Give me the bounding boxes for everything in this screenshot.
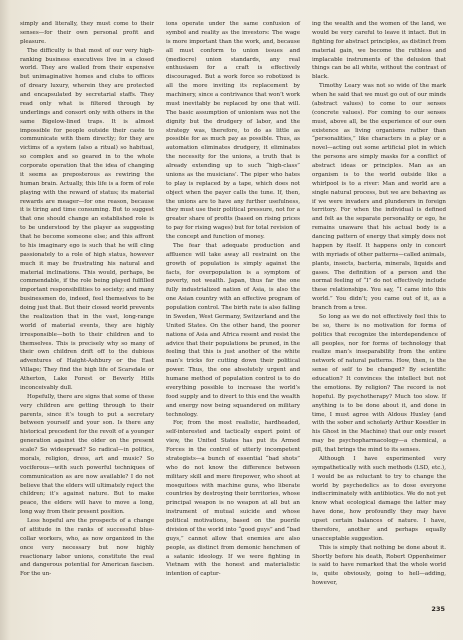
paragraph: Timothy Leary was not so wide of the mark when he said that we must go out of our minds (abstract values) to come to our senses (concrete values). For coming to our senses must, above all, be the experience of our own existence as living organisms rather than “personalities,” like characters in a play or a novel—acting out some artificial plot in which the persons are simply masks for a conflict of abstract ideas or principles. Man as an organism is to the world outside like a whirlpool is to a river: Man and world are a single natural process, but we are behaving as if we were invaders and plunderers in foreign territory. For when the individual is defined and felt as the separate personality or ego, he remains unaware that his actual body is a dancing pattern of energy that simply does not happen by itself. It happens only in concert with myriads of other patterns—called animals, plants, insects, bacteria, minerals, liquids and gases. The definition of a person and the normal feeling of “I” do not effectively include these relationships. You say, “I came into this world.” You didn’t; you came out of it, as a branch from a tree. bbox=[312, 83, 446, 311]
paragraph: Hopefully, there are signs that some of these very children are getting through to their parents, since it’s tough to put a secretary between yourself and your son. Is there any historical precedent for the revolt of a younger generation against the older on the present scale? So widespread? So radical—in politics, morals, religion, dress, art and music? So vociferous—with such powerful techniques of communication as are now available? I do not believe that the elders will ultimately reject the children; it’s against nature. But to make peace, the elders will have to move a long, long way from their present position. bbox=[20, 393, 154, 516]
binding-shadow bbox=[0, 0, 10, 640]
paragraph: simply and literally, they must come to their senses—for their own personal profit and pleasure. bbox=[20, 21, 154, 45]
text-column-1 bbox=[20, 20, 154, 579]
page-number: 235 bbox=[431, 605, 445, 613]
text-column-3 bbox=[312, 20, 446, 588]
paragraph: The fear that adequate production and affluence will take away all restraint on the growth of population is simply against the facts, for overpopulation is a symptom of poverty, not wealth. Japan, thus far the one fully industrialized nation of Asia, is also the one Asian country with an effective program of population control. The birth rate is also falling in Sweden, West Germany, Switzerland and the United States. On the other hand, the poorer nations of Asia and Africa resent and resist the advice that their populations be pruned, in the feeling that this is just another of the white man’s tricks for cutting down their political power. Thus, the one absolutely urgent and humane method of population control is to do everything possible to increase the world’s food supply and to divert to this end the wealth and energy now being squandered on military technology. bbox=[166, 242, 300, 418]
paragraph: The difficulty is that most of our very high-ranking business executives live in a closed world. They are walled from their expensive but unimaginative homes and clubs to offices of dreary luxury, wherein they are protected and encapsulated by secretarial staffs. They read only what is filtered through by underlings and consort only with others in the same Bigelow-lined traps. It is almost impossible for people outside their caste to communicate with them directly; for they are victims of a system (also a ritual) so habitual, so complex and so geared in to the whole corporate operation that the idea of changing it seems as preposterous as rewiring the human brain. Actually, this life is a form of role playing with the reward of status; its material rewards are meager—for one reason, because it is tiring and time consuming. But to suggest that one should change an established role is to be understood by the player as suggesting that he become someone else; and this affront to his imaginary ego is such that he will cling passionately to a role of high status, however much it may be frustrating his natural and material inclinations. This would, perhaps, be commendable, if the role being played fulfilled important responsibilities to society; and many businessmen do, indeed, feel themselves to be doing just that. But their closed world prevents the realization that in the vast, long-range world of material events, they are highly irresponsible—both to their children and to themselves. This is precisely why so many of their own children drift off to the dubious adventures of Haight-Ashbury or the East Village; They find the high life of Scarsdale or Atherton, Lake Forest or Beverly Hills inconceivably dull. bbox=[20, 47, 154, 391]
paragraph: Less hopeful are the prospects of a change of attitude in the ranks of successful blue-collar workers, who, as now organized in the once very necessary but now highly reactionary labor unions, constitute the real and dangerous potential for American fascism. For the un- bbox=[20, 518, 154, 578]
paragraph: ions operate under the same confusion of symbol and reality as the investors: The wage is more important than the work, and, because all must conform to union issues and (mediocre) union standards, any real enthusiasm for a craft is effectively discouraged. But a work force so robotized is all the more inviting its replacement by machinery, since a contrivance that won’t work must inevitably be replaced by one that will. The basic assumption of unionism was not the dignity but the drudgery of labor, and the strategy was, therefore, to do as little as possible for as much pay as possible. Thus, as automation eliminates drudgery, it eliminates the necessity for the unions, a truth that is already extending up to such “high-class” unions as the musicians’. The piper who hates to play is replaced by a tape, which does not object when the payer calls the tune. If, then, the unions are to have any further usefulness, they must use their political pressure, not for a greater share of profits (based on rising prices to pay for rising wages) but for total revision of the concept and function of money. bbox=[166, 21, 300, 240]
paragraph: So long as we do not effectively feel this to be so, there is no motivation for forms of politics that recognize the interdependence of all peoples, nor for forms of technology that realize man’s inseparability from the entire network of natural patterns. How, then, is the sense of self to be changed? By scientific education? It convinces the intellect but not the emotions. By religion? The record is not hopeful. By psychotherapy? Much too slow. If anything is to be done about it, and done in time, I must agree with Aldous Huxley (and with the sober and scholarly Arthur Koestler in his Ghost in the Machine) that our only resort may be psychopharmacology—a chemical, a pill, that brings the mind to its senses. bbox=[312, 313, 446, 453]
text-column-2 bbox=[166, 20, 300, 579]
paragraph: ing the wealth and the women of the land, we would be very careful to leave it intact. But in fighting for abstract principles, as distinct from material gain, we become the ruthless and implacable instruments of the delusion that things can be all white, without the contrast of black. bbox=[312, 21, 446, 81]
paragraph: This is simply that nothing be done about it. Shortly before his death, Robert Oppenheimer is said to have remarked that the whole world is, quite obviously, going to hell—adding, however, bbox=[312, 544, 446, 587]
paragraph: For, from the most realistic, hardheaded, self-interested and tactically expert point of view, the United States has put its Armed Forces in the control of utterly incompetent strategists—a bunch of essential “bad shots” who do not know the difference between military skill and mere firepower, who shoot at mosquitoes with machine guns, who liberate countries by destroying their territories, whose principal weapon is no weapon at all but an instrument of mutual suicide and whose political motivations, based on the puerile division of the world into “good guys” and “bad guys,” cannot allow that enemies are also people, as distinct from demonic henchmen of a satanic ideology. If we were fighting in Vietnam with the honest and materialistic intention of captur- bbox=[166, 420, 300, 578]
paragraph: Although I have experimented very sympathetically with such methods (LSD, etc.), I would be as reluctant to try to change the world by psychedelics as to dose everyone indiscriminately with antibiotics. We do not yet know what ecological damage the latter may have done, how profoundly they may have upset certain balances of nature. I have, therefore, another and perhaps equally unacceptable suggestion. bbox=[312, 455, 446, 542]
